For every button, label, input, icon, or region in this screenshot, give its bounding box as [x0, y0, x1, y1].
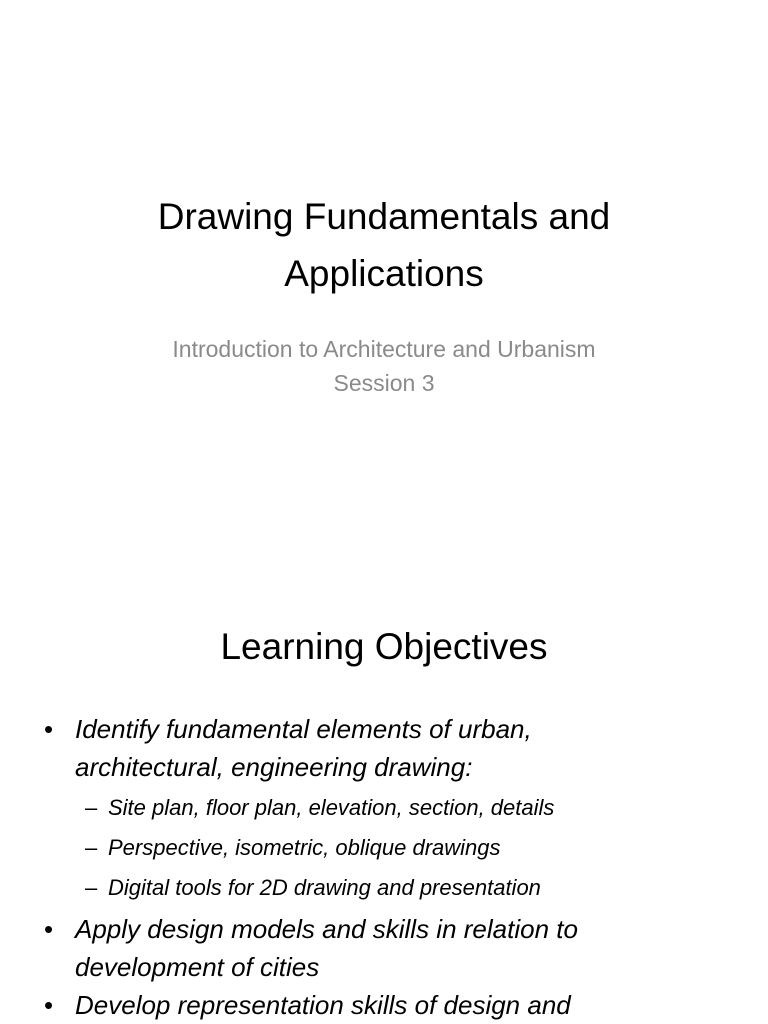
- sub-item-text: Perspective, isometric, oblique drawings: [108, 835, 501, 860]
- slide-title-line-1: Drawing Fundamentals and: [157, 196, 611, 237]
- bullet-icon: •: [44, 714, 54, 744]
- bullet-text: Develop representation skills of design and: [75, 990, 571, 1020]
- session-label: Session 3: [333, 370, 435, 396]
- dash-icon: –: [85, 875, 98, 900]
- sub-list-item: [75, 788, 740, 828]
- list-item: [40, 710, 740, 908]
- slide-subtitle: [60, 332, 708, 400]
- course-name: Introduction to Architecture and Urbanism: [172, 336, 596, 362]
- bullet-icon: •: [44, 990, 54, 1020]
- objectives-list: [40, 710, 740, 1024]
- bullet-icon: •: [44, 914, 54, 944]
- dash-icon: –: [85, 795, 98, 820]
- learning-objectives-slide: [0, 576, 768, 1024]
- bullet-text: development of cities: [75, 952, 320, 982]
- sub-item-text: Site plan, floor plan, elevation, section, details: [108, 795, 555, 820]
- sub-list: [75, 788, 740, 908]
- bullet-text: Apply design models and skills in relation to: [75, 914, 578, 944]
- list-item: [40, 910, 740, 986]
- objectives-heading: Learning Objectives: [220, 626, 548, 667]
- sub-list-item: [75, 828, 740, 868]
- bullet-text: Identify fundamental elements of urban,: [75, 714, 532, 744]
- dash-icon: –: [85, 835, 98, 860]
- slide-title-line-2: Applications: [284, 253, 484, 294]
- slide-title: [60, 188, 708, 302]
- sub-item-text: Digital tools for 2D drawing and presentation: [108, 875, 541, 900]
- bullet-text: architectural, engineering drawing:: [75, 752, 473, 782]
- sub-list-item: [75, 868, 740, 908]
- list-item: [40, 986, 740, 1024]
